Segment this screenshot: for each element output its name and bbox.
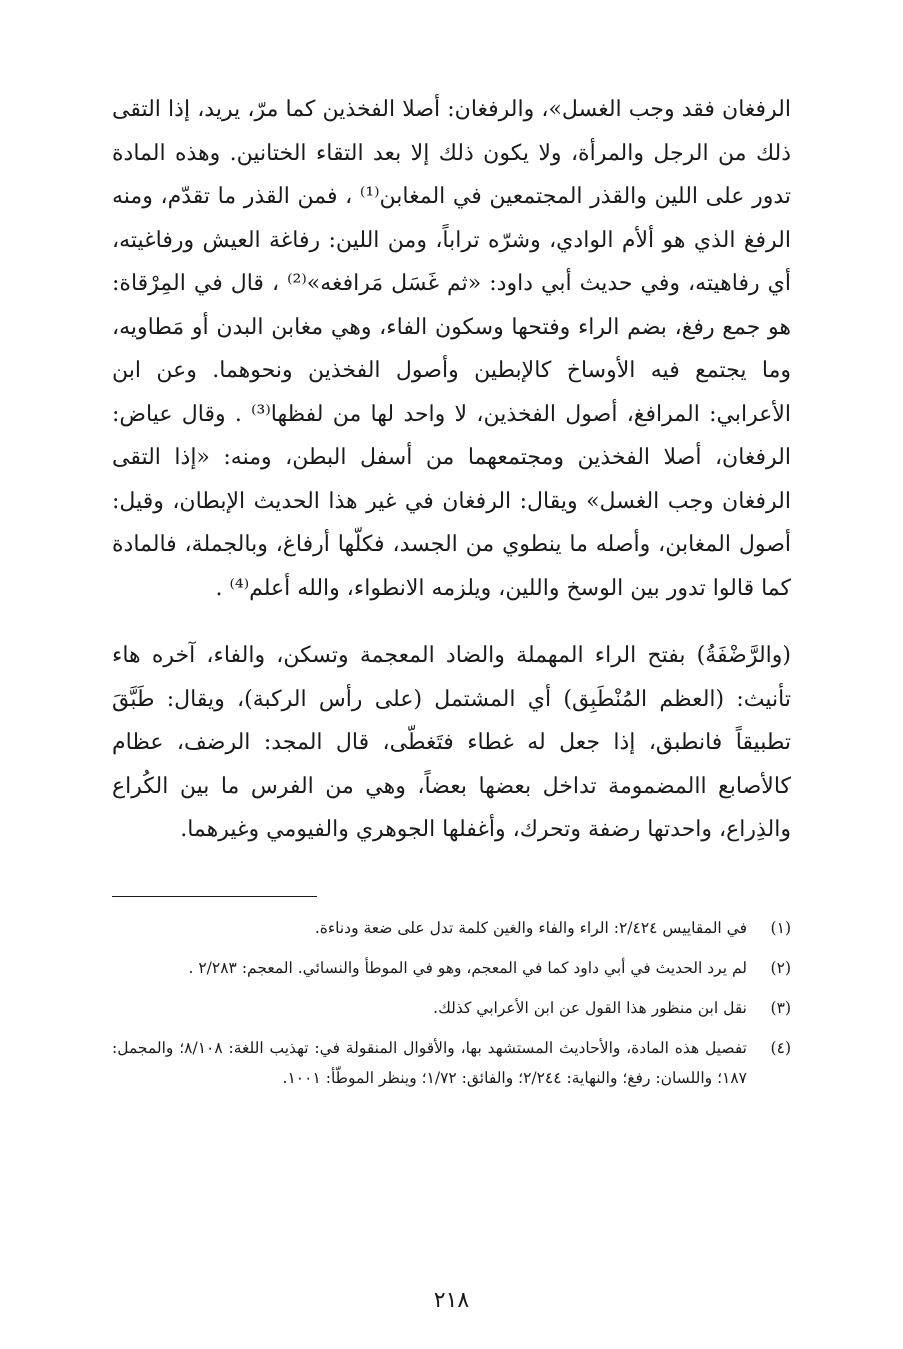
footnote-number: (٣) [770, 998, 791, 1017]
footnote-number: (٢) [770, 958, 791, 977]
footnote-number: (٤) [770, 1038, 791, 1057]
footnote-2 [112, 953, 791, 983]
footnote-text: نقل ابن منظور هذا القول عن ابن الأعرابي كذلك. [433, 998, 747, 1017]
body-paragraph-1: الرفغان فقد وجب الغسل»، والرفغان: أصلا الفخذين كما مرّ، يريد، إذا التقى ذلك من الرجل والمرأة، ولا يكون ذلك إلا بعد التقاء الختانين. وهذه المادة تدور على اللين والقذر المجتمعين في المغابن⁽¹⁾ ، فمن القذر ما تقدّم، ومنه الرفغ الذي هو ألأم الوادي، وشرّه تراباً، ومن اللين: رفاغة العيش ورفاغيته، أي رفاهيته، وفي حديث أبي داود: «ثم غَسَل مَرافغه»⁽²⁾ ، قال في المِرْقاة: هو جمع رفغ، بضم الراء وفتحها وسكون الفاء، وهي مغابن البدن أو مَطاويه، وما يجتمع فيه الأوساخ كالإبطين وأصول الفخذين ونحوهما. وعن ابن الأعرابي: المرافغ، أصول الفخذين، لا واحد لها من لفظها⁽³⁾ . وقال عياض: الرفغان، أصلا الفخذين ومجتمعهما من أسفل البطن، ومنه: «إذا التقى الرفغان وجب الغسل» ويقال: الرفغان في غير هذا الحديث الإبطان، وقيل: أصول المغابن، وأصله ما ينطوي من الجسد، فكلّها أرفاغ، وبالجملة، فالمادة كما قالوا تدور بين الوسخ واللين، ويلزمه الانطواء، والله أعلم⁽⁴⁾ . [112, 97, 791, 601]
footnote-1 [112, 913, 791, 943]
footnote-4 [112, 1033, 791, 1093]
footnote-separator-wrap [112, 896, 791, 897]
footnote-text: تفصيل هذه المادة، والأحاديث المستشهد بها، والأقوال المنقولة في: تهذيب اللغة: ٨/١٠٨؛ والمجمل: ١٨٧؛ واللسان: رفغ؛ والنهاية: ٢/٢٤٤؛ والفائق: ١/٧٢؛ وينظر الموطّأ: ١٠٠١. [112, 1038, 747, 1087]
footnote-text: في المقاييس ٢/٤٢٤: الراء والفاء والغين كلمة تدل على ضعة ودناءة. [314, 918, 747, 937]
footnote-3 [112, 993, 791, 1023]
footnote-text: لم يرد الحديث في أبي داود كما في المعجم، وهو في الموطأ والنسائي. المعجم: ٢/٢٨٣ . [188, 958, 747, 977]
footnotes [112, 913, 791, 1093]
footnote-separator [112, 896, 317, 897]
body-paragraph-2: (والرَّضْفَةُ) بفتح الراء المهملة والضاد المعجمة وتسكن، والفاء، آخره هاء تأنيث: (العظم المُنْطَبِق) أي المشتمل (على رأس الركبة)، ويقال: طَبَّقَ تطبيقاً فانطبق، إذا جعل له غطاء فتَغطّى، قال المجد: الرضف، عظام كالأصابع االمضمومة تداخل بعضها بعضاً، وهي من الفرس ما بين الكُراع والذِراع، واحدتها رضفة وتحرك، وأغفلها الجوهري والفيومي وغيرهما. [112, 643, 791, 842]
page-number: ٢١٨ [433, 1288, 470, 1313]
footnote-number: (١) [770, 918, 791, 937]
